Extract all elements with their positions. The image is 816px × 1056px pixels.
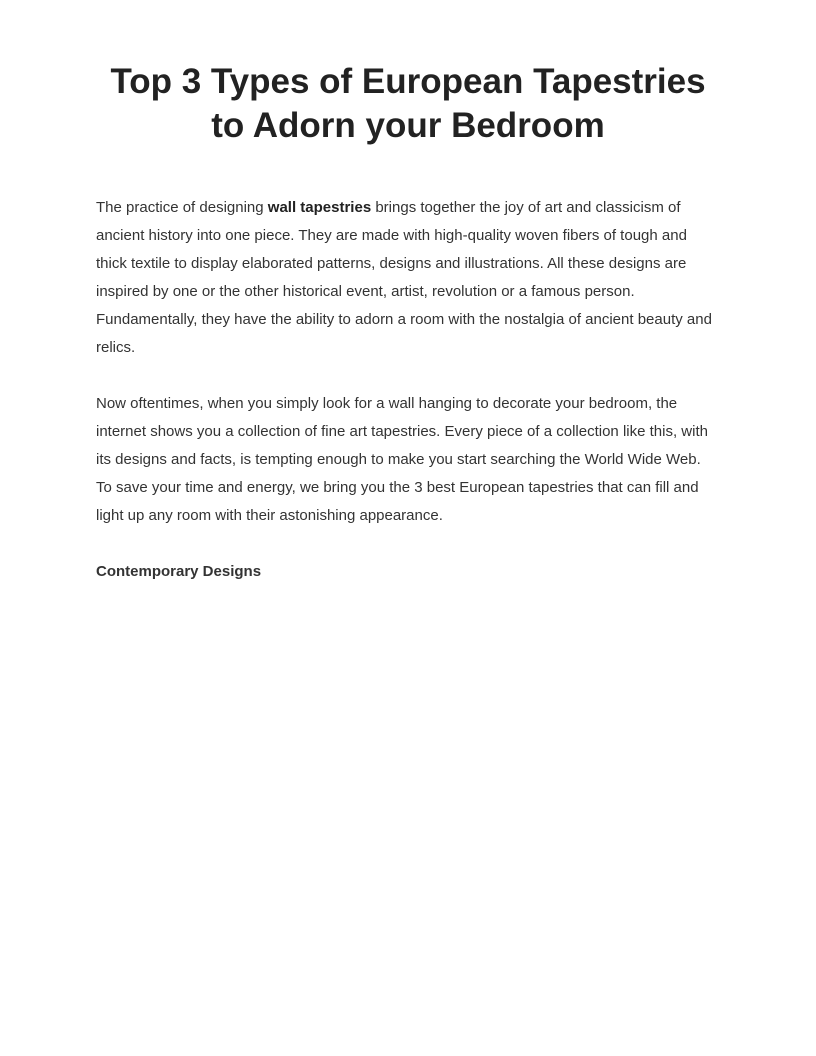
second-paragraph: Now oftentimes, when you simply look for a wall hanging to decorate your bedroom, the internet shows you a collection of fine art tapestries. Every piece of a collection like this, with its designs and facts, is tempting enough to make you start searching the World Wide Web. To save your time and energy, we bring you the 3 best European tapestries that can fill and light up any room with their astonishing appearance.	[96, 395, 708, 524]
page-title: Top 3 Types of European Tapestries to Adorn your Bedroom	[110, 62, 706, 145]
intro-text-start: The practice of designing	[96, 199, 268, 216]
section-heading-contemporary-designs: Contemporary Designs	[96, 563, 262, 580]
document-body	[96, 194, 720, 586]
intro-paragraph	[96, 194, 720, 362]
wall-tapestries-term: wall tapestries	[267, 199, 372, 216]
intro-text-end: brings together the joy of art and classicism of ancient history into one piece. They are made with high-quality woven fibers of tough and thick textile to display elaborated patterns, designs and illustrations. All these designs are inspired by one or the other historical event, artist, revolution or a famous person. Fundamentally, they have the ability to adorn a room with the nostalgia of ancient beauty and relics.	[96, 199, 712, 356]
